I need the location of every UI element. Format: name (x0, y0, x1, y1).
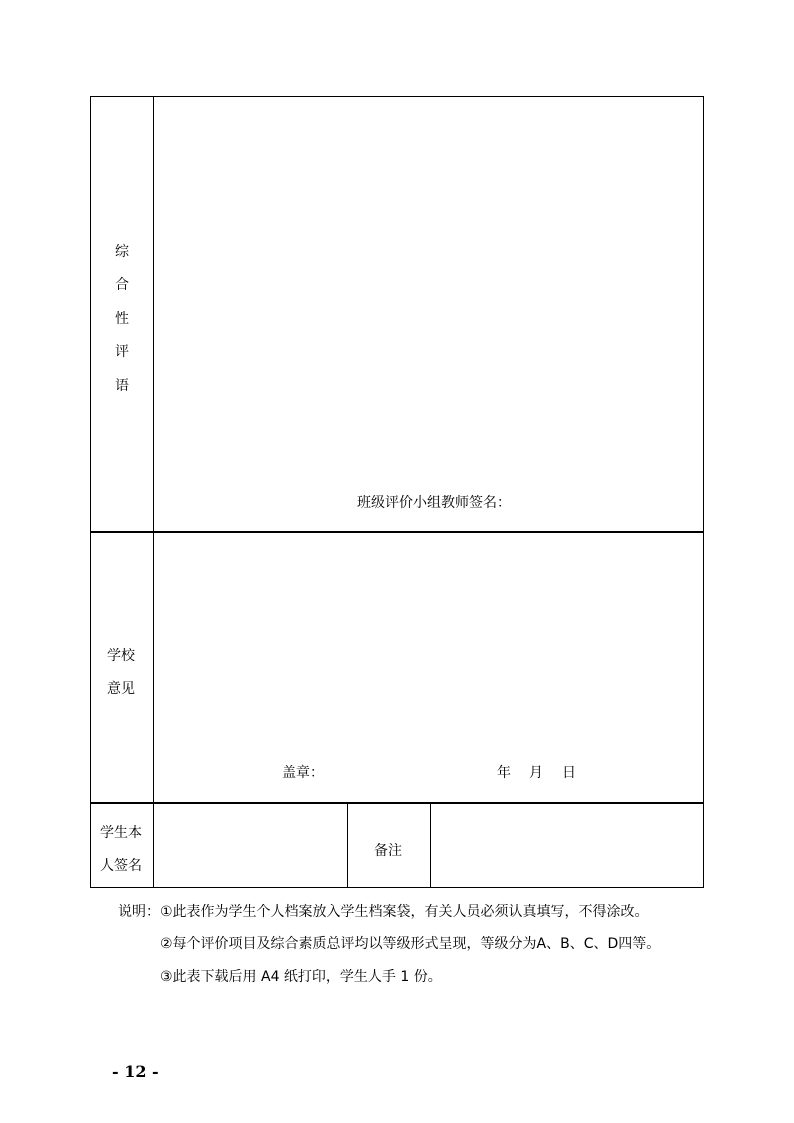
evaluation-comment-area[interactable] (154, 97, 703, 531)
evaluation-label-char: 性 (115, 311, 129, 327)
table-bottom-border (90, 887, 704, 888)
student-signature-field[interactable] (154, 804, 347, 887)
teacher-signature-label: 班级评价小组教师签名： (357, 495, 511, 511)
evaluation-label-char: 综 (115, 244, 129, 260)
date-day-label: 日 (562, 765, 576, 781)
note-item-3: ③此表下载后用 A4 纸打印，学生人手 1 份。 (160, 969, 442, 985)
remarks-label: 备注 (374, 843, 402, 859)
school-opinion-area[interactable] (154, 533, 703, 802)
date-month-label: 月 (529, 765, 543, 781)
evaluation-label-char: 评 (115, 344, 129, 360)
bottom-row-divider-a (347, 803, 348, 888)
school-opinion-label-line1: 学校 (107, 648, 135, 664)
evaluation-label-char: 合 (115, 277, 129, 293)
note-item-2: ②每个评价项目及综合素质总评均以等级形式呈现，等级分为A、B、C、D四等。 (160, 936, 661, 952)
notes-prefix: 说明： (118, 904, 160, 920)
student-signature-label-line1: 学生本 (100, 825, 142, 841)
note-item-1: ①此表作为学生个人档案放入学生档案袋，有关人员必须认真填写，不得涂改。 (160, 904, 649, 920)
table-right-border (703, 96, 704, 888)
table-left-border (90, 96, 91, 888)
seal-label: 盖章： (282, 765, 324, 781)
school-opinion-label-line2: 意见 (107, 681, 135, 697)
page-number: - 12 - (112, 1062, 159, 1081)
remarks-field[interactable] (431, 804, 703, 887)
evaluation-label-char: 语 (115, 378, 129, 394)
date-year-label: 年 (497, 765, 511, 781)
student-signature-label-line2: 人签名 (100, 858, 142, 874)
